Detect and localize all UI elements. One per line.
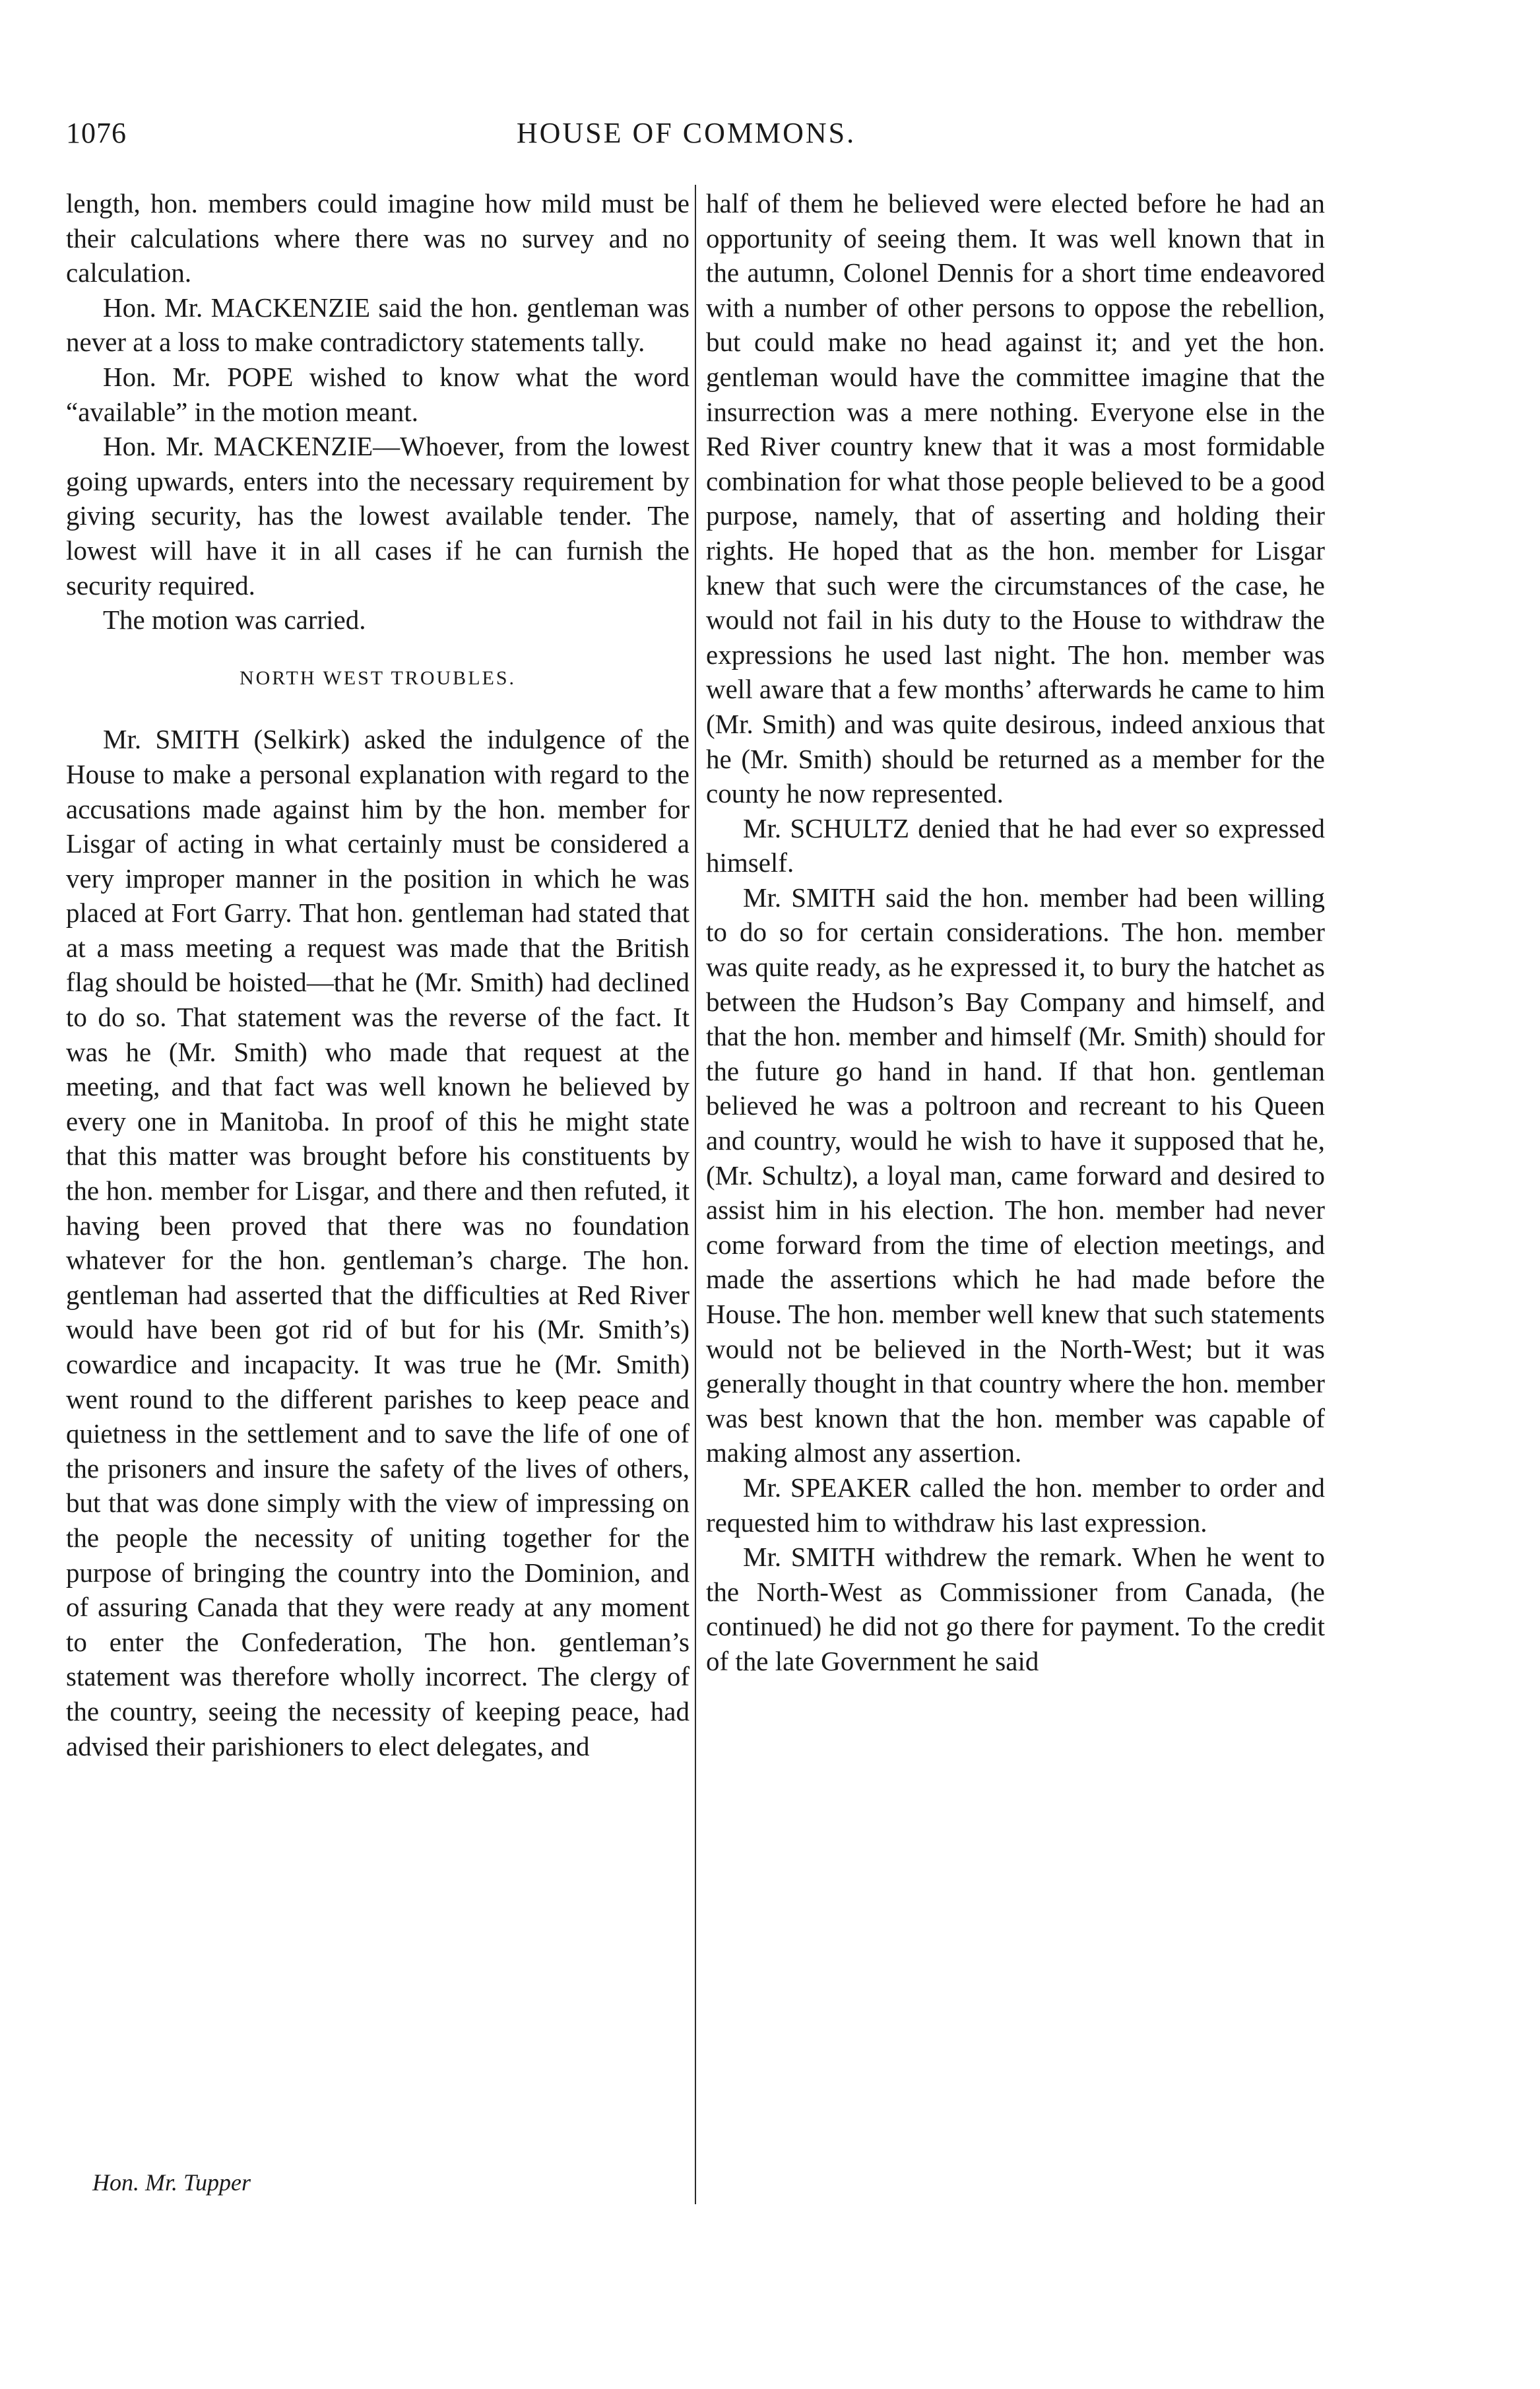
paragraph: length, hon. members could imagine how mild must be their calculations where there was no survey and no calculation.	[66, 188, 690, 288]
footer-speaker-note: Hon. Mr. Tupper	[92, 2169, 251, 2196]
running-head: HOUSE OF COMMONS.	[516, 117, 856, 149]
paragraph: Hon. Mr. POPE wished to know what the word “available” in the motion meant.	[66, 361, 690, 427]
paragraph: Hon. Mr. MACKENZIE—Whoever, from the lowest going upwards, enters into the necessary requirement by giving security, has the lowest available tender. The lowest will have it in all cases if he can furnish the security required.	[66, 431, 690, 601]
paragraph: Mr. SCHULTZ denied that he had ever so expressed himself.	[706, 812, 1325, 878]
paragraph: Mr. SPEAKER called the hon. member to order and requested him to withdraw his last expression.	[706, 1472, 1325, 1538]
page-header	[66, 116, 1306, 162]
paragraph: Hon. Mr. MACKENZIE said the hon. gentleman was never at a loss to make contradictory statements tally.	[66, 292, 690, 358]
paragraph: Mr. SMITH withdrew the remark. When he went to the North-West as Commissioner from Canada, (he continued) he did not go there for payment. To the credit of the late Government he said	[706, 1542, 1325, 1676]
column-divider	[695, 185, 696, 2204]
paragraph: half of them he believed were elected before he had an opportunity of seeing them. It was well known that in the autumn, Colonel Dennis for a short time endeavored with a number of other persons to oppose the rebellion, but could make no head against it; and yet the hon. gentleman would have the committee imagine that the insurrection was a mere nothing. Everyone else in the Red River country knew that it was a most formidable combination for what those people believed to be a good purpose, namely, that of asserting and holding their rights. He hoped that as the hon. member for Lisgar knew that such were the circumstances of the case, he would not fail in his duty to the House to withdraw the expressions he used last night. The hon. member was well aware that a few months’ afterwards he came to him (Mr. Smith) and was quite desirous, indeed anxious that he (Mr. Smith) should be returned as a member for the county he now represented.	[706, 188, 1325, 809]
paragraph: Mr. SMITH (Selkirk) asked the indulgence of the House to make a personal explanation with regard to the accusations made against him by the hon. member for Lisgar of acting in what certainly must be considered a very improper manner in the position in which he was placed at Fort Garry. That hon. gentleman had stated that at a mass meeting a request was made that the British flag should be hoisted—that he (Mr. Smith) had declined to do so. That statement was the reverse of the fact. It was he (Mr. Smith) who made that request at the meeting, and that fact was well known he believed by every one in Manitoba. In proof of this he might state that this matter was brought before his constituents by the hon. member for Lisgar, and there and then refuted, it having been proved that there was no foundation whatever for the hon. gentleman’s charge. The hon. gentleman had asserted that the difficulties at Red River would have been got rid of but for his (Mr. Smith’s) cowardice and incapacity. It was true he (Mr. Smith) went round to the different parishes to keep peace and quietness in the settlement and to save the life of one of the prisoners and insure the safety of the lives of others, but that was done simply with the view of impressing on the people the necessity of uniting together for the purpose of bringing the country into the Dominion, and of assuring Canada that they were ready at any moment to enter the Confederation, The hon. gentleman’s statement was therefore wholly incorrect. The clergy of the country, seeing the necessity of keeping peace, had advised their parishioners to elect delegates, and	[66, 724, 690, 1761]
right-column	[706, 186, 1325, 1679]
paragraph: Mr. SMITH said the hon. member had been willing to do so for certain considerations. The hon. member was quite ready, as he expressed it, to bury the hatchet as between the Hudson’s Bay Company and himself, and that the hon. member and himself (Mr. Smith) should for the future go hand in hand. If that hon. gentleman believed he was a poltroon and recreant to his Queen and country, would he wish to have it supposed that he, (Mr. Schultz), a loyal man, came forward and desired to assist him in his election. The hon. member had never come forward from the time of election meetings, and made the assertions which he had made before the House. The hon. member well knew that such statements would not be believed in the North-West; but it was generally thought in that country where the hon. member was best known that the hon. member was capable of making almost any assertion.	[706, 882, 1325, 1468]
section-heading: NORTH WEST TROUBLES.	[239, 667, 517, 689]
page-number: 1076	[66, 117, 127, 149]
left-column	[66, 186, 690, 1763]
paragraph: The motion was carried.	[103, 605, 366, 636]
